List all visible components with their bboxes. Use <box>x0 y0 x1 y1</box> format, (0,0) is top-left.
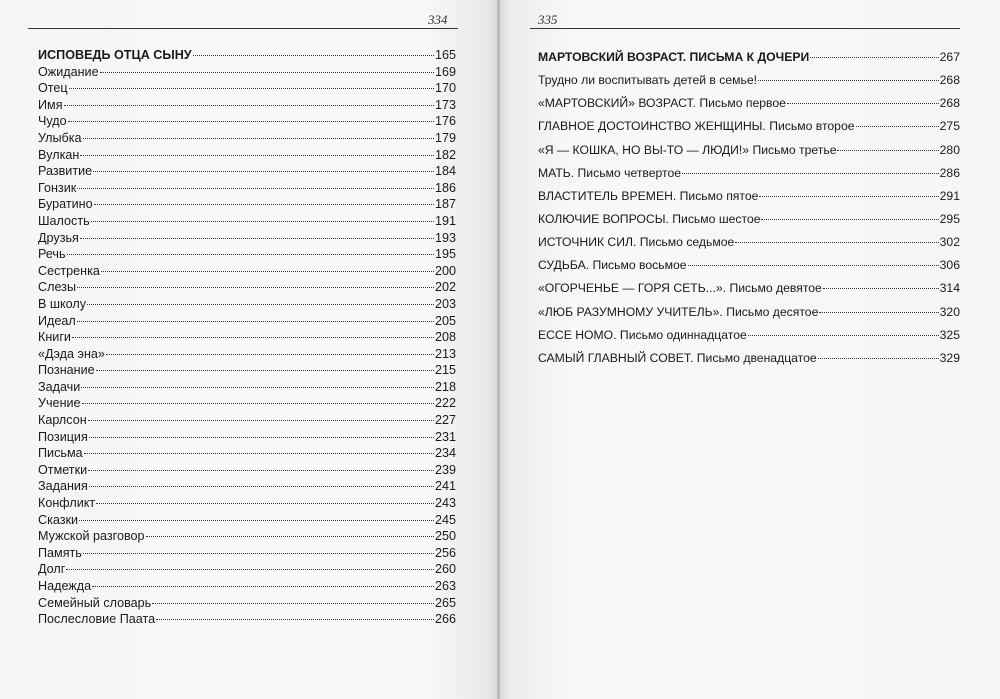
toc-entry <box>38 611 456 628</box>
toc-section-heading <box>538 49 960 72</box>
toc-entry-title: Чудо <box>38 114 67 129</box>
toc-entry-title: «ЛЮБ РАЗУМНОМУ УЧИТЕЛЬ». Письмо десятое <box>538 304 819 319</box>
toc-entry <box>38 362 456 379</box>
toc-entry-title: Сестренка <box>38 263 100 278</box>
toc-dot-leader <box>96 370 434 371</box>
toc-entry <box>38 445 456 462</box>
toc-entry-page: 215 <box>434 363 456 378</box>
toc-entry-title: Карлсон <box>38 413 87 428</box>
toc-entry-page: 266 <box>434 612 456 627</box>
toc-entry-title: Речь <box>38 247 66 262</box>
toc-list-left <box>38 47 456 628</box>
toc-dot-leader <box>682 173 939 174</box>
toc-entry <box>38 80 456 97</box>
toc-entry-title: Буратино <box>38 197 93 212</box>
toc-entry <box>38 561 456 578</box>
toc-entry-page: 314 <box>939 281 960 296</box>
toc-entry <box>38 545 456 562</box>
toc-entry <box>38 313 456 330</box>
toc-entry-title: ИСПОВЕДЬ ОТЦА СЫНУ <box>38 48 192 62</box>
toc-dot-leader <box>67 254 434 255</box>
toc-entry-page: 202 <box>434 280 456 295</box>
toc-entry-title: «Я — КОШКА, НО ВЫ-ТО — ЛЮДИ!» Письмо третье <box>538 142 837 157</box>
toc-entry-page: 205 <box>434 313 456 328</box>
toc-dot-leader <box>100 72 434 73</box>
toc-entry-page: 260 <box>434 562 456 577</box>
left-page <box>0 0 498 699</box>
toc-entry <box>38 147 456 164</box>
toc-entry-title: Идеал <box>38 313 76 328</box>
toc-entry-title: Гонзик <box>38 180 77 195</box>
toc-entry-title: Имя <box>38 97 63 112</box>
toc-dot-leader <box>688 265 939 266</box>
toc-entry-title: ECCE HOMO. Письмо одиннадцатое <box>538 327 747 342</box>
toc-entry-page: 250 <box>434 529 456 544</box>
toc-entry-page: 245 <box>434 512 456 527</box>
toc-entry <box>38 512 456 529</box>
toc-dot-leader <box>69 88 434 89</box>
toc-dot-leader <box>66 569 434 570</box>
toc-entry-title: Письма <box>38 446 83 461</box>
toc-entry-page: 325 <box>939 327 960 342</box>
toc-entry-title: ГЛАВНОЕ ДОСТОИНСТВО ЖЕНЩИНЫ. Письмо второе <box>538 119 855 134</box>
toc-entry <box>538 118 960 141</box>
toc-entry-title: Шалость <box>38 213 90 228</box>
toc-entry-page: 203 <box>434 296 456 311</box>
toc-entry-title: Развитие <box>38 164 93 179</box>
toc-entry-page: 329 <box>939 350 960 365</box>
toc-list-right <box>538 49 960 373</box>
toc-dot-leader <box>748 335 939 336</box>
toc-entry <box>538 72 960 95</box>
toc-dot-leader <box>72 337 434 338</box>
toc-dot-leader <box>87 304 434 305</box>
toc-entry-title: Задания <box>38 479 88 494</box>
toc-entry-title: Вулкан <box>38 147 80 162</box>
toc-entry <box>538 257 960 280</box>
toc-entry <box>38 230 456 247</box>
toc-dot-leader <box>91 221 434 222</box>
toc-entry-title: СУДЬБА. Письмо восьмое <box>538 258 687 273</box>
toc-entry <box>38 64 456 81</box>
toc-entry-page: 234 <box>434 446 456 461</box>
toc-dot-leader <box>146 536 434 537</box>
toc-entry-page: 295 <box>939 211 960 226</box>
toc-entry-page: 265 <box>434 595 456 610</box>
toc-dot-leader <box>84 453 434 454</box>
toc-dot-leader <box>81 387 434 388</box>
toc-entry-page: 208 <box>434 330 456 345</box>
toc-entry-page: 213 <box>434 346 456 361</box>
toc-dot-leader <box>152 603 434 604</box>
header-rule <box>28 28 458 29</box>
toc-dot-leader <box>758 80 939 81</box>
toc-entry <box>38 263 456 280</box>
toc-entry-title: КОЛЮЧИЕ ВОПРОСЫ. Письмо шестое <box>538 211 761 226</box>
toc-entry-page: 193 <box>434 230 456 245</box>
toc-entry-title: МАТЬ. Письмо четвертое <box>538 165 682 180</box>
toc-entry <box>538 327 960 350</box>
toc-entry <box>38 180 456 197</box>
toc-dot-leader <box>759 196 938 197</box>
toc-entry-title: Сказки <box>38 512 79 527</box>
toc-entry <box>38 578 456 595</box>
toc-entry <box>38 462 456 479</box>
toc-entry <box>38 163 456 180</box>
toc-entry-page: 169 <box>434 64 456 79</box>
toc-dot-leader <box>92 586 434 587</box>
toc-dot-leader <box>106 354 434 355</box>
toc-entry-page: 182 <box>434 147 456 162</box>
toc-entry-page: 268 <box>939 73 960 88</box>
toc-entry-page: 186 <box>434 180 456 195</box>
toc-entry <box>38 130 456 147</box>
toc-entry-title: Память <box>38 545 82 560</box>
toc-dot-leader <box>88 470 434 471</box>
toc-entry <box>38 595 456 612</box>
toc-entry-title: «Дэда эна» <box>38 346 105 361</box>
toc-dot-leader <box>83 553 434 554</box>
toc-dot-leader <box>193 55 434 56</box>
toc-entry-title: Учение <box>38 396 81 411</box>
toc-entry <box>538 165 960 188</box>
toc-entry <box>38 495 456 512</box>
toc-entry-page: 218 <box>434 379 456 394</box>
toc-entry <box>538 142 960 165</box>
toc-entry <box>538 350 960 373</box>
toc-entry-title: МАРТОВСКИЙ ВОЗРАСТ. ПИСЬМА К ДОЧЕРИ <box>538 50 810 64</box>
toc-dot-leader <box>787 103 939 104</box>
toc-entry-page: 267 <box>939 50 960 64</box>
toc-entry-page: 275 <box>939 119 960 134</box>
toc-entry-title: ИСТОЧНИК СИЛ. Письмо седьмое <box>538 235 735 250</box>
toc-dot-leader <box>156 619 434 620</box>
toc-entry <box>38 528 456 545</box>
toc-entry <box>38 346 456 363</box>
toc-entry <box>38 213 456 230</box>
toc-entry-page: 165 <box>434 48 456 62</box>
toc-entry <box>38 296 456 313</box>
toc-dot-leader <box>64 105 434 106</box>
toc-entry-page: 173 <box>434 97 456 112</box>
toc-dot-leader <box>94 204 434 205</box>
toc-entry <box>38 329 456 346</box>
toc-entry <box>38 379 456 396</box>
toc-entry <box>38 429 456 446</box>
toc-entry-title: Надежда <box>38 579 92 593</box>
toc-dot-leader <box>819 312 938 313</box>
toc-entry-title: Задачи <box>38 379 81 394</box>
toc-entry-title: «ОГОРЧЕНЬЕ — ГОРЯ СЕТЬ...». Письмо девятое <box>538 281 822 296</box>
toc-entry-page: 306 <box>939 258 960 273</box>
toc-entry-title: Слезы <box>38 280 76 295</box>
toc-dot-leader <box>93 171 434 172</box>
toc-dot-leader <box>761 219 938 220</box>
toc-entry <box>538 95 960 118</box>
toc-entry-page: 227 <box>434 413 456 428</box>
toc-entry-page: 263 <box>434 579 456 593</box>
toc-entry-page: 320 <box>939 304 960 319</box>
toc-entry-page: 170 <box>434 81 456 96</box>
toc-entry-title: Отметки <box>38 462 88 477</box>
toc-entry-title: Позиция <box>38 429 88 444</box>
toc-entry-title: Книги <box>38 330 71 345</box>
toc-entry <box>38 196 456 213</box>
toc-dot-leader <box>823 288 939 289</box>
toc-entry-title: Послесловие Паата <box>38 612 156 627</box>
toc-entry-title: Ожидание <box>38 64 99 79</box>
toc-entry-page: 302 <box>939 235 960 250</box>
toc-entry-title: Конфликт <box>38 496 96 511</box>
header-rule <box>530 28 960 29</box>
toc-entry-title: Отец <box>38 81 68 96</box>
toc-entry <box>538 188 960 211</box>
right-page-number: 335 <box>538 12 558 27</box>
toc-section-heading <box>38 47 456 64</box>
toc-entry-page: 179 <box>434 130 456 145</box>
toc-dot-leader <box>77 321 434 322</box>
toc-dot-leader <box>77 287 434 288</box>
toc-dot-leader <box>89 437 434 438</box>
toc-entry-page: 222 <box>434 396 456 411</box>
toc-entry-title: САМЫЙ ГЛАВНЫЙ СОВЕТ. Письмо двенадцатое <box>538 350 817 365</box>
toc-entry <box>38 395 456 412</box>
toc-entry-title: «МАРТОВСКИЙ» ВОЗРАСТ. Письмо первое <box>538 96 786 111</box>
toc-dot-leader <box>80 155 434 156</box>
left-page-number: 334 <box>428 12 448 27</box>
toc-entry-title: Улыбка <box>38 130 82 145</box>
toc-entry-page: 191 <box>434 213 456 228</box>
toc-entry-title: Долг <box>38 562 66 577</box>
toc-dot-leader <box>96 503 434 504</box>
toc-entry-page: 187 <box>434 197 456 212</box>
toc-entry-page: 268 <box>939 96 960 111</box>
toc-entry-title: Мужской разговор <box>38 529 145 544</box>
toc-entry-page: 280 <box>939 142 960 157</box>
toc-dot-leader <box>83 138 434 139</box>
toc-entry-title: Познание <box>38 363 95 378</box>
toc-dot-leader <box>80 238 434 239</box>
toc-dot-leader <box>735 242 938 243</box>
toc-entry-page: 200 <box>434 263 456 278</box>
toc-entry-page: 176 <box>434 114 456 129</box>
toc-dot-leader <box>837 150 938 151</box>
toc-dot-leader <box>77 188 434 189</box>
toc-entry-page: 291 <box>939 188 960 203</box>
toc-entry-page: 256 <box>434 545 456 560</box>
toc-dot-leader <box>68 121 434 122</box>
right-page <box>500 0 1000 699</box>
toc-entry-page: 239 <box>434 462 456 477</box>
toc-entry-page: 231 <box>434 429 456 444</box>
toc-entry <box>38 97 456 114</box>
toc-entry <box>538 234 960 257</box>
toc-entry <box>38 478 456 495</box>
toc-entry-title: В школу <box>38 296 87 311</box>
toc-entry-title: Семейный словарь <box>38 595 152 610</box>
toc-entry <box>538 280 960 303</box>
toc-entry <box>38 113 456 130</box>
toc-entry-page: 241 <box>434 479 456 494</box>
toc-entry <box>38 279 456 296</box>
toc-dot-leader <box>88 420 434 421</box>
toc-entry <box>538 211 960 234</box>
toc-dot-leader <box>101 271 434 272</box>
toc-entry-page: 286 <box>939 165 960 180</box>
toc-entry-title: Друзья <box>38 230 79 245</box>
toc-entry-page: 195 <box>434 247 456 262</box>
toc-dot-leader <box>810 57 938 58</box>
toc-dot-leader <box>89 486 434 487</box>
toc-entry-page: 184 <box>434 164 456 179</box>
toc-dot-leader <box>856 126 939 127</box>
toc-entry-page: 243 <box>434 496 456 511</box>
toc-dot-leader <box>79 520 434 521</box>
toc-entry-title: Трудно ли воспитывать детей в семье! <box>538 73 758 88</box>
toc-entry <box>38 412 456 429</box>
toc-dot-leader <box>82 403 434 404</box>
toc-dot-leader <box>818 358 939 359</box>
toc-entry <box>38 246 456 263</box>
toc-entry-title: ВЛАСТИТЕЛЬ ВРЕМЕН. Письмо пятое <box>538 188 759 203</box>
toc-entry <box>538 304 960 327</box>
